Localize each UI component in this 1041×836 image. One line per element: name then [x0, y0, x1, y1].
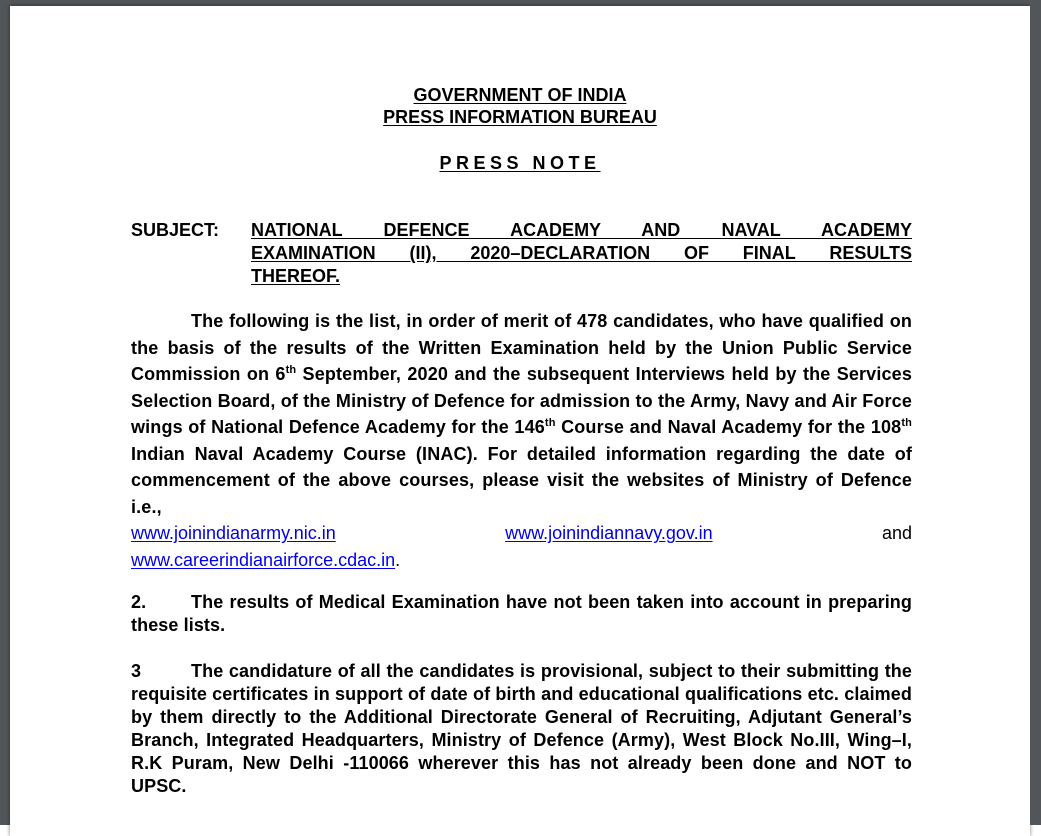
paragraph-2	[131, 591, 912, 637]
paragraph-1	[131, 308, 912, 520]
paragraph-1-text-a: The following is the list, in order of merit of 478 candidates, who have qualified on the basis of the results of the Written Examination held by the Union Public Service Commission on 6	[131, 311, 912, 384]
paragraph-3-number: 3	[131, 661, 142, 681]
paragraph-2-number: 2.	[131, 592, 147, 612]
subject-line-3: THEREOF.	[251, 266, 341, 286]
header-government-of-india: GOVERNMENT OF INDIA	[413, 85, 627, 105]
superscript-th: th	[544, 417, 556, 429]
links-and-text: and	[881, 523, 912, 543]
header-press-information-bureau: PRESS INFORMATION BUREAU	[383, 107, 657, 127]
links-row-2	[131, 547, 400, 573]
paragraph-1-text-d: Indian Naval Academy Course (INAC). For detailed information regarding the date of commencement of the above courses, please visit the websites of Ministry of Defence i.e.,	[131, 443, 912, 517]
superscript-th: th	[901, 417, 912, 429]
paragraph-1-text-b: September, 2020 and the subsequent Interviews held by the Services Selection Board, of the Ministry of Defence for admission to the Army, Navy and Air Force wings of National Defence Academy for the 146	[131, 364, 912, 437]
subject-label: SUBJECT:	[131, 220, 220, 240]
links-row	[131, 520, 912, 546]
paragraph-3	[131, 660, 912, 798]
paragraph-1-text-c: Course and Naval Academy for the 108	[555, 417, 902, 437]
link-join-indian-navy[interactable]: www.joinindiannavy.gov.in	[505, 523, 713, 543]
paragraph-3-text: The candidature of all the candidates is provisional, subject to their submitting the requisite certificates in support of date of birth and educational qualifications etc. claimed by them directly to the Additional Directorate General of Recruiting, Adjutant General’s Branch, Integrated Headquarters, Ministry of Defence (Army), West Block No.III, Wing–I, R.K Puram, New Delhi -110066 wherever this has not already been done and NOT to UPSC.	[131, 661, 912, 796]
press-note-title: PRESS NOTE	[439, 153, 601, 173]
links-period: .	[395, 550, 401, 570]
superscript-th: th	[285, 364, 297, 376]
document-page	[10, 6, 1030, 836]
link-join-indian-army[interactable]: www.joinindianarmy.nic.in	[131, 523, 336, 543]
subject-line-2: EXAMINATION (II), 2020–DECLARATION OF FINAL RESULTS	[251, 243, 912, 263]
link-career-indian-airforce[interactable]: www.careerindianairforce.cdac.in	[131, 550, 396, 570]
viewer-scrollbar[interactable]	[1030, 0, 1041, 825]
paragraph-2-text: The results of Medical Examination have not been taken into account in preparing these lists.	[131, 592, 912, 635]
subject-line-1: NATIONAL DEFENCE ACADEMY AND NAVAL ACADEMY	[251, 220, 912, 240]
